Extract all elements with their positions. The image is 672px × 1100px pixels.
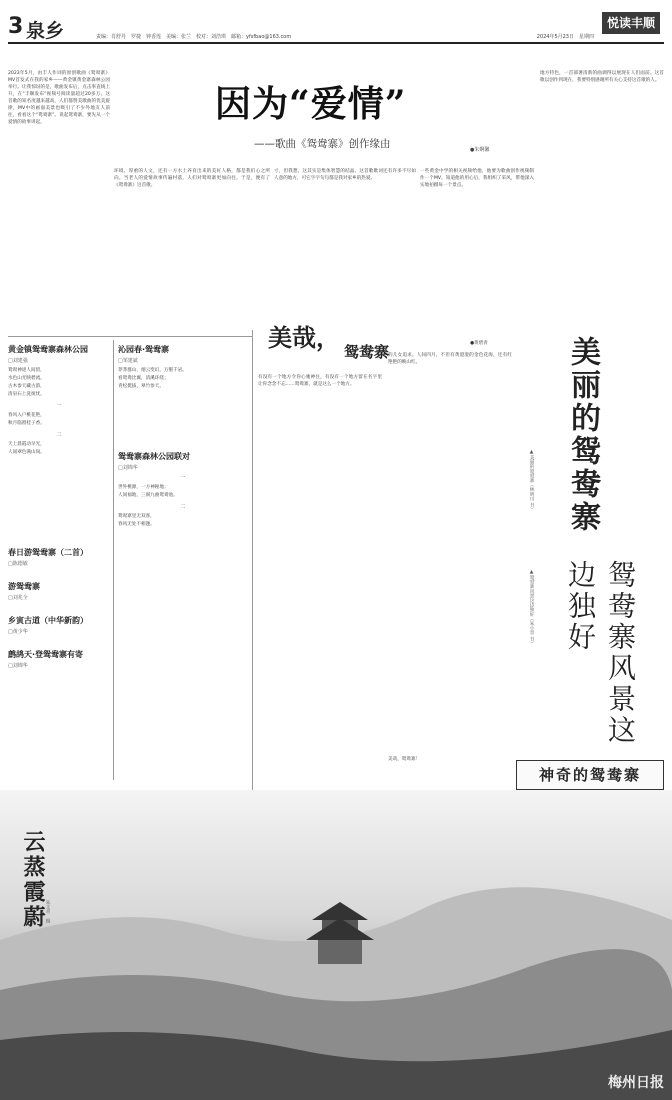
painting-author: 朱文青 摄	[45, 900, 50, 923]
calligraphy-2-caption: ▲鸳鸯寨风景这边独好（朱小容 书）	[529, 570, 534, 646]
poem-line: 青松挺拔，翠竹参天。	[118, 384, 164, 389]
calligraphy-3: 神奇的鸳鸯寨	[516, 760, 664, 790]
essay-end: 美哉，鸳鸯寨！	[388, 757, 421, 762]
feature-col-1: 2023年5月，由丰人作词的原创歌曲《鸳鸯寨》MV首发式在我的家乡——黄金镇黄金寨森林公园举行。让我惊讶的是，歌曲发布后，点击率直线上升，在“丰顺发布”视频号阅读量超过20多万。这首歌的知名度越来越高，人们都赞美歌曲的优美旋律，MV中的画面美景也吸引了不少外地友人前往，看看这个“鸳鸯寨”。说起鸳鸯寨，要先从一个爱情的故事讲起。	[8, 71, 110, 125]
essay-title-2: 鸳鸯寨	[344, 343, 390, 361]
poem-line: 鸳鸯神迹人间留，	[8, 368, 45, 373]
poem-line: 人间翠色满山岗。	[8, 450, 45, 455]
poem-line: 春风无处不相逢。	[118, 522, 155, 527]
poem-line: 看鸳鸯比翼，清溪环绕；	[118, 376, 169, 381]
page-header	[0, 0, 672, 44]
poem-title: 春日游鸳鸯寨（二首）	[8, 548, 88, 557]
feature-col-2: 环境、厚重的人文，还有一方水土养育出来的美好人格，都是我们心之所向。当老人的爱情故事传遍村落，人们对鸳鸯寨更加向往。于是，便有了《鸳鸯寨》这首歌。	[114, 169, 270, 188]
poem-number: 二	[56, 432, 62, 438]
newspaper-logo: 梅州日报	[608, 1075, 664, 1091]
essay-author: ●黄碧青	[470, 341, 488, 346]
poem-number: 二	[180, 504, 186, 510]
page-number: 3	[8, 14, 24, 39]
poem-number: 一	[180, 475, 186, 481]
poem-line: 清泉石上洗烦忧。	[8, 392, 45, 397]
poem-line: 古木参天藏古韵，	[8, 384, 45, 389]
feature-col-3: 寸，但我想，这其实是集体智慧的结晶。这首歌歌词还有许多不尽如人意的地方，可它字字句句都是我对家乡的热爱。	[274, 169, 416, 181]
poem-title: 游鸳鸯寨	[8, 582, 40, 591]
poem-line: 水色山光映碧流。	[8, 376, 45, 381]
poem-author: □邹建斌	[118, 358, 138, 364]
poem-line: 秋月临窗桂子香。	[8, 421, 45, 426]
feature-title: 因为“爱情”	[215, 83, 407, 125]
landscape-painting	[0, 790, 672, 1100]
column-rule	[252, 330, 253, 790]
poem-author: □刘锦华	[8, 663, 28, 669]
poem-title: 鹧鸪天·登鸳鸯寨有寄	[8, 650, 84, 659]
poem-line: 天上晨霞动早光，	[8, 442, 45, 447]
feature-subtitle: ——歌曲《鸳鸯寨》创作缘由	[254, 138, 391, 150]
calligraphy-2: 鸳鸯寨风景这边独好	[564, 560, 637, 746]
poem-author: □刘建强	[8, 358, 28, 364]
poem-number: 一	[56, 403, 62, 409]
poem-line: 鸳鸯寨里无双客，	[118, 514, 155, 519]
poems-column-right	[118, 340, 248, 800]
header-rule	[8, 42, 664, 44]
feature-byline: ●朱婀馨	[470, 147, 490, 153]
column-brand: 悦读丰顺	[602, 12, 660, 34]
feature-col-4: 一些黄金中学的相关视频给他，他要为歌曲创作视频制作一个MV。知道他的用心后，我组织了采风，带他深入实地拍摄每一个景点。	[420, 169, 534, 188]
poem-title: 沁园春·鸳鸯寨	[118, 345, 170, 354]
essay-col-1: 有没有一个地方令你心驰神往，有没有一个地方留在名字里让你念念不忘……鸳鸯寨，就是这么一个地方。	[258, 375, 382, 387]
poem-title: 鸳鸯寨森林公园联对	[118, 452, 190, 461]
essay-title: 美哉，	[268, 323, 340, 352]
editor-meta: 责编：肖舒丹 罗捷 钟香莲 美编：张兰 校对：刘浩琪 邮箱：yfsfbao@163.com	[96, 34, 292, 40]
poems-column-left	[8, 340, 110, 800]
calligraphy-1-caption: ▲美丽的鸳鸯寨（林明川 书）	[529, 450, 534, 512]
poem-author: □黄少华	[8, 629, 28, 635]
poem-author: □刘锦华	[118, 465, 138, 471]
poem-line: 莽莽群山，烟云变幻，万壑千岩。	[118, 368, 187, 373]
section-name: 泉乡	[26, 20, 65, 42]
divider	[8, 336, 253, 337]
essay-col-2: 的儿女追求。人间四月，不但有黄澄澄的金色花海，还有红艳艳的映山红。	[388, 353, 512, 365]
poem-title: 黄金镇鸳鸯寨森林公园	[8, 345, 88, 354]
poem-author: □刘兆全	[8, 595, 28, 601]
poem-title: 乡寅古道（中华新韵）	[8, 616, 88, 625]
calligraphy-1: 美丽的鸳鸯寨	[565, 336, 600, 534]
poem-author: □陈德敏	[8, 561, 28, 567]
poem-line: 人间福地，三洞九曲鸳鸯池。	[118, 493, 178, 498]
mountain-pavilion-image	[0, 790, 672, 1100]
feature-col-5: 地方特色，一首部署清新的曲调得以展现在人们面前。这首歌以创作到现在，我要特别感谢所有关心支持这首歌的人。	[540, 71, 664, 83]
painting-title: 云蒸霞蔚	[20, 830, 46, 930]
issue-date: 2024年5月23日 星期四	[536, 34, 594, 40]
column-rule	[113, 340, 114, 780]
poem-line: 世外桃源，一方神秘地；	[118, 485, 169, 490]
poem-line: 春风入户桃花艳，	[8, 413, 45, 418]
